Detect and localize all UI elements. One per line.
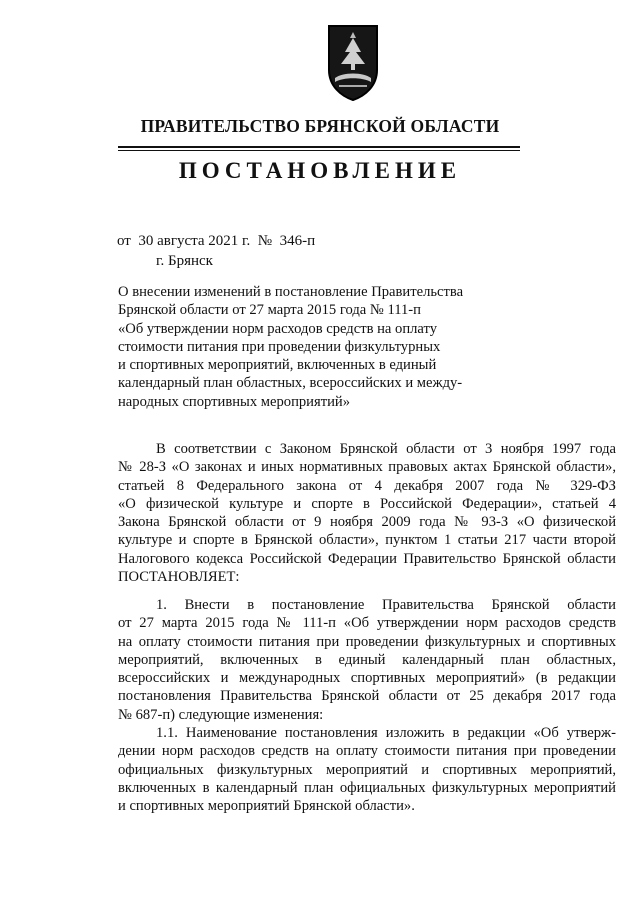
preamble-line: статьей 8 Федерального закона от 4 декабря 2007 года № 329-ФЗ bbox=[118, 477, 616, 494]
item-1-1-line: дении норм расходов средств на оплату стоимости питания при проведении bbox=[118, 743, 616, 760]
header-rule-thick bbox=[118, 146, 520, 148]
subject-line: стоимости питания при проведении физкультурных bbox=[118, 338, 441, 355]
subject-line: «Об утверждении норм расходов средств на оплату bbox=[118, 320, 438, 337]
government-name: ПРАВИТЕЛЬСТВО БРЯНСКОЙ ОБЛАСТИ bbox=[140, 116, 500, 136]
preamble-line: «О физической культуре и спорте в Российской Федерации», статьей 4 bbox=[118, 495, 616, 512]
preamble-line: В соответствии с Законом Брянской области от 3 ноября 1997 года bbox=[156, 441, 616, 457]
item-1-1-line: и спортивных мероприятий Брянской области». bbox=[118, 798, 415, 815]
item-1-line: на оплату стоимости питания при проведении физкультурных и спортивных bbox=[118, 633, 616, 650]
item-1-1-line: включенных в календарный план официальных физкультурных мероприятий bbox=[118, 779, 616, 796]
subject-line: О внесении изменений в постановление Правительства bbox=[118, 284, 464, 300]
header-rule-thin bbox=[118, 150, 520, 151]
subject-line: и спортивных мероприятий, включенных в единый bbox=[118, 357, 437, 374]
document-type: ПОСТАНОВЛЕНИЕ bbox=[178, 158, 462, 183]
preamble-paragraph bbox=[118, 440, 616, 586]
subject-line: календарный план областных, всероссийских и между- bbox=[118, 375, 463, 392]
item-1-paragraph bbox=[118, 596, 616, 724]
item-1-line: постановления Правительства Брянской области от 25 декабря 2017 года bbox=[118, 688, 616, 705]
city-line: г. Брянск bbox=[156, 253, 213, 269]
item-1-line: 1. Внести в постановление Правительства Брянской области bbox=[156, 597, 616, 613]
item-1-line: № 687-п) следующие изменения: bbox=[118, 706, 324, 723]
preamble-line: культуре и спорте в Брянской области», пунктом 1 статьи 217 части второй bbox=[118, 532, 616, 549]
preamble-line: № 28-З «О законах и иных нормативных правовых актах Брянской области», bbox=[118, 459, 616, 476]
preamble-line: ПОСТАНОВЛЯЕТ: bbox=[118, 569, 240, 586]
item-1-1-line: 1.1. Наименование постановления изложить в редакции «Об утверж- bbox=[156, 725, 616, 741]
date-number-line: от 30 августа 2021 г. № 346-п bbox=[117, 233, 316, 249]
item-1-line: мероприятий, включенных в единый календарный план областных, bbox=[118, 651, 616, 668]
bryansk-coat-of-arms-icon bbox=[325, 22, 381, 102]
preamble-line: Закона Брянской области от 9 ноября 2009 года № 93-З «О физической bbox=[118, 514, 616, 531]
item-1-line: всероссийских и международных спортивных мероприятий» (в редакции bbox=[118, 670, 616, 687]
subject-line: народных спортивных мероприятий» bbox=[118, 393, 351, 410]
item-1-1-paragraph bbox=[118, 724, 616, 815]
subject-block bbox=[118, 283, 616, 411]
subject-line: Брянской области от 27 марта 2015 года № 111-п bbox=[118, 302, 421, 319]
item-1-line: от 27 марта 2015 года № 111-п «Об утверждении норм расходов средств bbox=[118, 615, 616, 632]
preamble-line: Налогового кодекса Российской Федерации Правительство Брянской области bbox=[118, 550, 616, 567]
item-1-1-line: официальных физкультурных мероприятий и спортивных мероприятий, bbox=[118, 761, 616, 778]
